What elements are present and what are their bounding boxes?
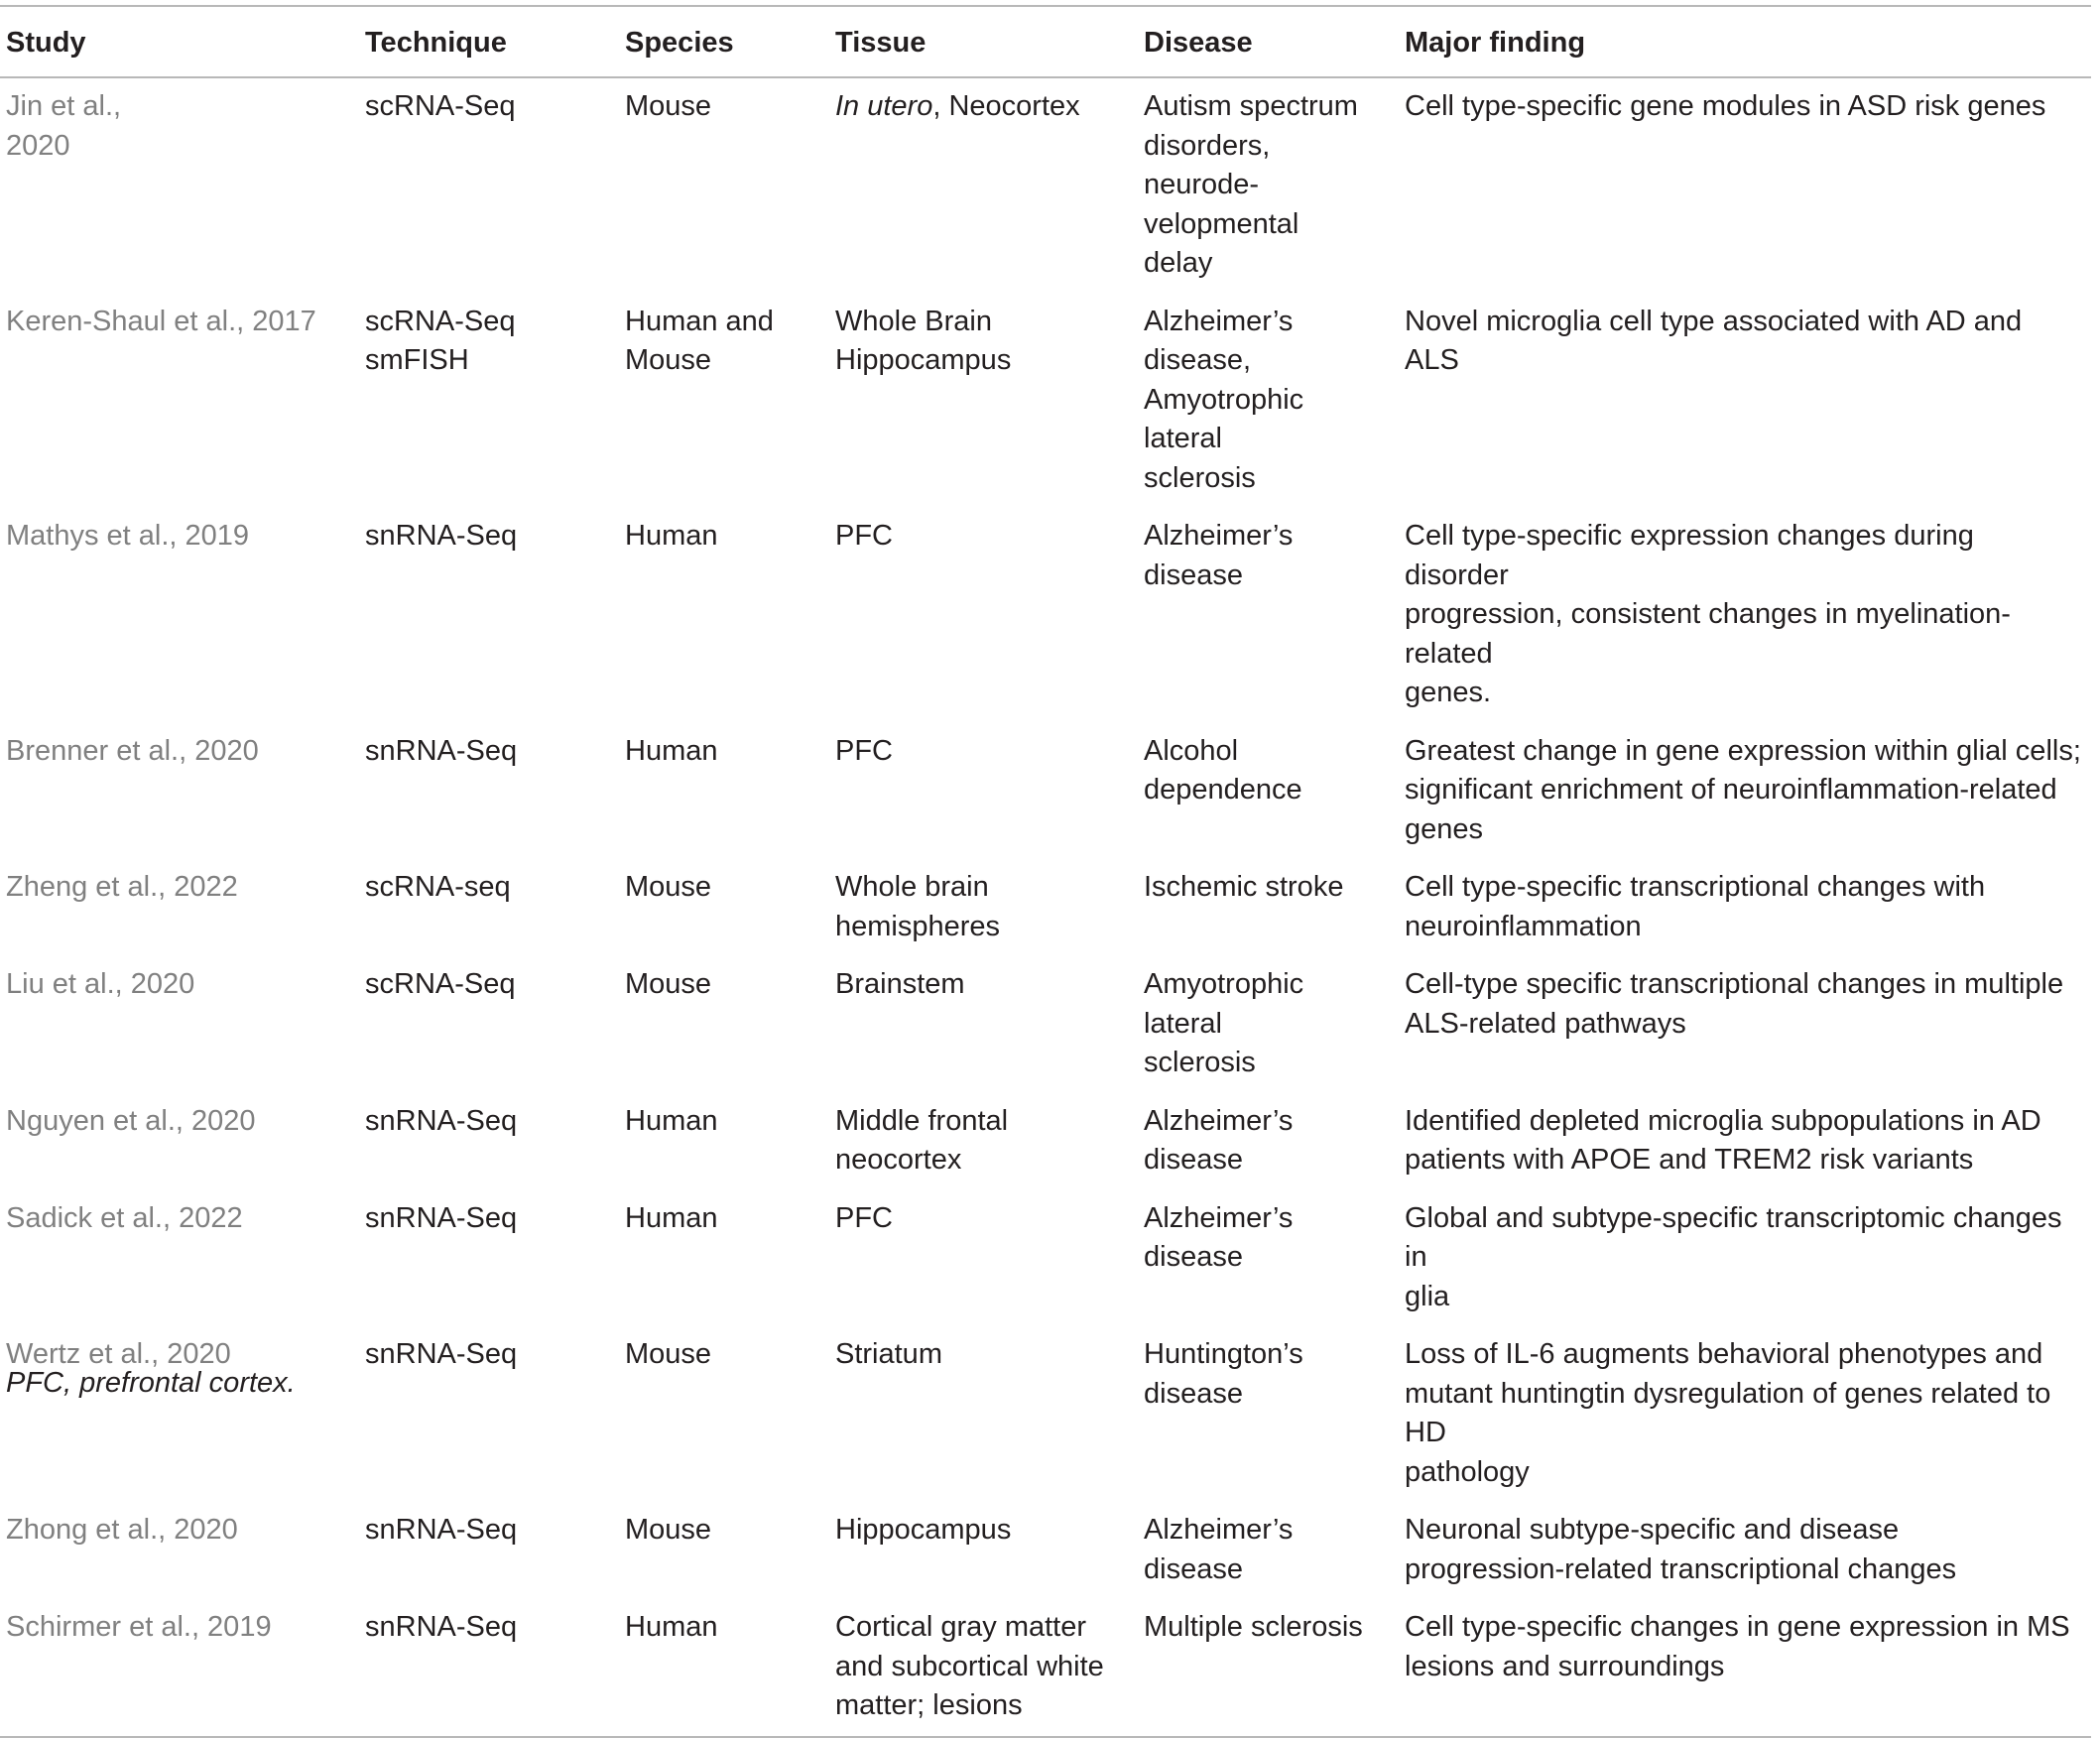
cell-species bbox=[619, 1502, 829, 1599]
cell-line: 2020 bbox=[6, 129, 70, 162]
cell-line: Human bbox=[625, 734, 718, 767]
cell-line: patients with APOE and TREM2 risk variants bbox=[1405, 1144, 1974, 1176]
cell-major-finding bbox=[1399, 1190, 2091, 1327]
cell-line: Wertz et al., 2020 bbox=[6, 1338, 231, 1370]
cell-line: scRNA-Seq bbox=[365, 90, 516, 122]
cell-line: dependence bbox=[1144, 774, 1302, 806]
cell-line: Mouse bbox=[625, 90, 712, 122]
cell-line: Novel microglia cell type associated with AD and ALS bbox=[1405, 305, 2023, 376]
cell-line: pathology bbox=[1405, 1455, 1530, 1488]
cell-major-finding bbox=[1399, 723, 2091, 860]
cell-study bbox=[0, 859, 359, 956]
cell-line: Schirmer et al., 2019 bbox=[6, 1611, 272, 1643]
cell-line: disease, bbox=[1144, 344, 1252, 376]
cell-line: Cortical gray matter bbox=[835, 1611, 1087, 1643]
cell-line: scRNA-seq bbox=[365, 871, 511, 903]
cell-tissue bbox=[829, 956, 1138, 1093]
cell-line: lesions and surroundings bbox=[1405, 1650, 1725, 1682]
table-row bbox=[0, 1326, 2091, 1502]
cell-line: snRNA-Seq bbox=[365, 734, 518, 767]
cell-disease bbox=[1138, 1326, 1399, 1502]
cell-line: velopmental bbox=[1144, 207, 1299, 240]
cell-tissue bbox=[829, 508, 1138, 723]
cell-study bbox=[0, 1599, 359, 1737]
cell-disease bbox=[1138, 77, 1399, 294]
cell-line: PFC bbox=[835, 1201, 893, 1234]
cell-major-finding bbox=[1399, 859, 2091, 956]
cell-line: Alzheimer’s disease bbox=[1144, 1104, 1294, 1176]
cell-major-finding bbox=[1399, 77, 2091, 294]
cell-study bbox=[0, 77, 359, 294]
cell-line: Alzheimer’s bbox=[1144, 305, 1294, 337]
cell-line: snRNA-Seq bbox=[365, 520, 518, 552]
header-technique: Technique bbox=[359, 6, 619, 77]
cell-line: mutant huntingtin dysregulation of genes related to HD bbox=[1405, 1377, 2051, 1448]
cell-line: Whole brain bbox=[835, 871, 989, 903]
cell-study bbox=[0, 294, 359, 509]
cell-line: snRNA-Seq bbox=[365, 1104, 518, 1137]
cell-study bbox=[0, 1502, 359, 1599]
cell-tissue bbox=[829, 1093, 1138, 1190]
table-row bbox=[0, 77, 2091, 294]
cell-tissue bbox=[829, 859, 1138, 956]
cell-technique bbox=[359, 294, 619, 509]
cell-major-finding bbox=[1399, 1326, 2091, 1502]
cell-line: Alzheimer’s disease bbox=[1144, 520, 1294, 591]
cell-line: , Neocortex bbox=[932, 90, 1080, 122]
cell-study bbox=[0, 1326, 359, 1502]
table-row bbox=[0, 508, 2091, 723]
cell-species bbox=[619, 1326, 829, 1502]
cell-technique bbox=[359, 1093, 619, 1190]
header-row bbox=[0, 6, 2091, 77]
cell-line: Hippocampus bbox=[835, 344, 1012, 376]
cell-line: PFC bbox=[835, 734, 893, 767]
table-footnote: PFC, prefrontal cortex. bbox=[6, 1367, 296, 1399]
table-row bbox=[0, 1093, 2091, 1190]
cell-line: Greatest change in gene expression within glial cells; bbox=[1405, 734, 2081, 767]
cell-tissue bbox=[829, 77, 1138, 294]
cell-line: sclerosis bbox=[1144, 461, 1256, 494]
cell-line: Alzheimer’s disease bbox=[1144, 1514, 1294, 1585]
cell-species bbox=[619, 508, 829, 723]
cell-line: Global and subtype-specific transcriptomic changes in bbox=[1405, 1201, 2062, 1273]
cell-line: Whole Brain bbox=[835, 305, 992, 337]
cell-line: Multiple sclerosis bbox=[1144, 1611, 1363, 1643]
cell-line: Cell type-specific expression changes during disorder bbox=[1405, 520, 1974, 591]
cell-line: Loss of IL-6 augments behavioral phenotypes and bbox=[1405, 1338, 2043, 1370]
cell-line: Cell type-specific transcriptional changes with bbox=[1405, 871, 1986, 903]
cell-species bbox=[619, 1599, 829, 1737]
cell-line: genes. bbox=[1405, 677, 1492, 708]
table-body bbox=[0, 77, 2091, 1737]
cell-line: Human bbox=[625, 1611, 718, 1643]
cell-disease bbox=[1138, 859, 1399, 956]
cell-line: Mathys et al., 2019 bbox=[6, 520, 250, 552]
cell-major-finding bbox=[1399, 294, 2091, 509]
table-row bbox=[0, 294, 2091, 509]
cell-major-finding bbox=[1399, 508, 2091, 723]
cell-line: PFC bbox=[835, 520, 893, 552]
cell-line: scRNA-Seq bbox=[365, 305, 516, 337]
cell-line: progression-related transcriptional changes bbox=[1405, 1552, 1957, 1585]
cell-line: Ischemic stroke bbox=[1144, 871, 1344, 903]
cell-line: Human and bbox=[625, 305, 774, 337]
table-header bbox=[0, 6, 2091, 77]
cell-line: Cell-type specific transcriptional changes in multiple bbox=[1405, 968, 2064, 1000]
cell-line: Liu et al., 2020 bbox=[6, 968, 195, 1000]
cell-disease bbox=[1138, 723, 1399, 860]
table-row bbox=[0, 1190, 2091, 1327]
cell-line: neocortex bbox=[835, 1144, 962, 1176]
cell-line: Sadick et al., 2022 bbox=[6, 1201, 243, 1234]
cell-study bbox=[0, 1093, 359, 1190]
cell-technique bbox=[359, 1599, 619, 1737]
cell-technique bbox=[359, 1502, 619, 1599]
header-major-finding: Major finding bbox=[1399, 6, 2091, 77]
cell-disease bbox=[1138, 1502, 1399, 1599]
cell-disease bbox=[1138, 508, 1399, 723]
cell-line: Mouse bbox=[625, 1338, 712, 1370]
cell-line: Amyotrophic lateral bbox=[1144, 968, 1304, 1040]
cell-line: snRNA-Seq bbox=[365, 1201, 518, 1234]
cell-line: Striatum bbox=[835, 1338, 942, 1370]
cell-line: significant enrichment of neuroinflammation-related bbox=[1405, 774, 2057, 806]
cell-tissue bbox=[829, 1190, 1138, 1327]
cell-line: snRNA-Seq bbox=[365, 1514, 518, 1546]
cell-line: Zhong et al., 2020 bbox=[6, 1514, 238, 1546]
cell-line: glia bbox=[1405, 1280, 1450, 1312]
cell-tissue bbox=[829, 723, 1138, 860]
cell-study bbox=[0, 723, 359, 860]
cell-major-finding bbox=[1399, 1599, 2091, 1737]
cell-line: snRNA-Seq bbox=[365, 1338, 518, 1370]
cell-study bbox=[0, 956, 359, 1093]
cell-line: snRNA-Seq bbox=[365, 1611, 518, 1643]
cell-line: neuroinflammation bbox=[1405, 910, 1642, 942]
cell-line: Middle frontal bbox=[835, 1104, 1009, 1137]
cell-disease bbox=[1138, 1599, 1399, 1737]
cell-line: Identified depleted microglia subpopulations in AD bbox=[1405, 1104, 2041, 1137]
cell-species bbox=[619, 723, 829, 860]
cell-line: Mouse bbox=[625, 968, 712, 1000]
cell-line: progression, consistent changes in myelination-related bbox=[1405, 598, 2011, 670]
cell-line: sclerosis bbox=[1144, 1047, 1256, 1078]
cell-technique bbox=[359, 77, 619, 294]
cell-tissue bbox=[829, 1326, 1138, 1502]
cell-tissue bbox=[829, 1599, 1138, 1737]
cell-study bbox=[0, 1190, 359, 1327]
cell-line: Mouse bbox=[625, 344, 712, 376]
cell-line: Neuronal subtype-specific and disease bbox=[1405, 1514, 1900, 1546]
cell-line: Alcohol bbox=[1144, 734, 1239, 767]
cell-line: Jin et al., bbox=[6, 90, 122, 122]
cell-tissue bbox=[829, 294, 1138, 509]
cell-technique bbox=[359, 859, 619, 956]
cell-line: Huntington’s bbox=[1144, 1338, 1303, 1370]
cell-line: Autism spectrum bbox=[1144, 90, 1358, 122]
cell-line: matter; lesions bbox=[835, 1689, 1023, 1721]
cell-line: hemispheres bbox=[835, 910, 1001, 942]
table-row bbox=[0, 1599, 2091, 1737]
cell-species bbox=[619, 956, 829, 1093]
cell-line: smFISH bbox=[365, 344, 469, 376]
cell-line: In utero bbox=[835, 90, 933, 122]
cell-line: Human bbox=[625, 1201, 718, 1234]
cell-line: Alzheimer’s disease bbox=[1144, 1201, 1294, 1273]
cell-line: Human bbox=[625, 1104, 718, 1137]
cell-line: Nguyen et al., 2020 bbox=[6, 1104, 256, 1137]
table-row bbox=[0, 956, 2091, 1093]
cell-technique bbox=[359, 508, 619, 723]
cell-line: Mouse bbox=[625, 1514, 712, 1546]
cell-species bbox=[619, 294, 829, 509]
cell-major-finding bbox=[1399, 956, 2091, 1093]
cell-line: scRNA-Seq bbox=[365, 968, 516, 1000]
cell-tissue bbox=[829, 1502, 1138, 1599]
cell-species bbox=[619, 1190, 829, 1327]
cell-line: ALS-related pathways bbox=[1405, 1007, 1686, 1040]
header-tissue: Tissue bbox=[829, 6, 1138, 77]
cell-species bbox=[619, 77, 829, 294]
cell-line: delay bbox=[1144, 247, 1213, 279]
cell-disease bbox=[1138, 294, 1399, 509]
cell-line: Zheng et al., 2022 bbox=[6, 871, 238, 903]
header-disease: Disease bbox=[1138, 6, 1399, 77]
cell-study bbox=[0, 508, 359, 723]
cell-line: Brainstem bbox=[835, 968, 965, 1000]
studies-table bbox=[0, 5, 2091, 1738]
cell-line: Cell type-specific changes in gene expression in MS bbox=[1405, 1611, 2070, 1643]
table-row bbox=[0, 859, 2091, 956]
header-species: Species bbox=[619, 6, 829, 77]
cell-line: Cell type-specific gene modules in ASD risk genes bbox=[1405, 90, 2046, 122]
cell-disease bbox=[1138, 1093, 1399, 1190]
cell-technique bbox=[359, 1326, 619, 1502]
cell-major-finding bbox=[1399, 1502, 2091, 1599]
cell-line: disorders, neurode- bbox=[1144, 129, 1271, 200]
table-row bbox=[0, 1502, 2091, 1599]
cell-line: genes bbox=[1405, 812, 1484, 845]
cell-technique bbox=[359, 1190, 619, 1327]
cell-disease bbox=[1138, 1190, 1399, 1327]
header-study: Study bbox=[0, 6, 359, 77]
cell-disease bbox=[1138, 956, 1399, 1093]
cell-line: Human bbox=[625, 520, 718, 552]
table-row bbox=[0, 723, 2091, 860]
cell-line: Hippocampus bbox=[835, 1514, 1012, 1546]
cell-technique bbox=[359, 956, 619, 1093]
cell-line: Mouse bbox=[625, 871, 712, 903]
cell-line: Brenner et al., 2020 bbox=[6, 734, 259, 767]
cell-species bbox=[619, 1093, 829, 1190]
cell-line: Keren-Shaul et al., 2017 bbox=[6, 305, 316, 337]
cell-line: disease bbox=[1144, 1377, 1243, 1410]
cell-major-finding bbox=[1399, 1093, 2091, 1190]
cell-species bbox=[619, 859, 829, 956]
cell-line: and subcortical white bbox=[835, 1650, 1104, 1682]
cell-technique bbox=[359, 723, 619, 860]
cell-line: Amyotrophic lateral bbox=[1144, 383, 1304, 454]
